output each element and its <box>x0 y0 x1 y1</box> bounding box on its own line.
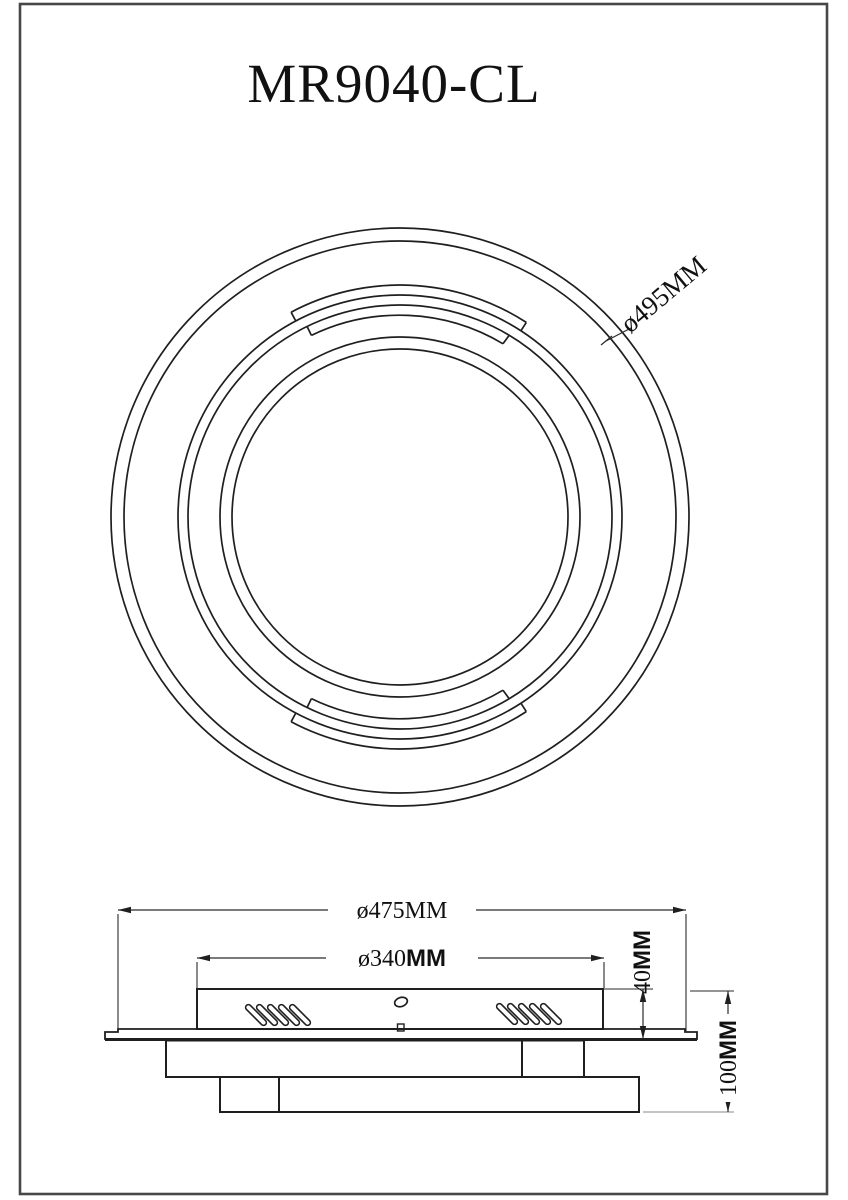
dim-340-arrow-left <box>197 955 210 961</box>
outer-rim-inner-circle <box>124 241 676 793</box>
dim-100-unit: MM <box>715 1020 742 1060</box>
canopy-lower-box <box>220 1077 639 1112</box>
band-step-bottom-right-inner <box>503 690 509 699</box>
inner-opening-circle <box>220 337 580 697</box>
page-title: MR9040-CL <box>247 53 541 114</box>
dim-100 <box>643 991 742 1112</box>
side-view <box>105 896 742 1112</box>
band-inner-circle <box>188 305 612 729</box>
band-step-top-left <box>291 312 296 321</box>
dim-475-value: ø475 <box>356 898 405 924</box>
band-top-outer-arc <box>291 285 526 322</box>
dim-100-arrow-top <box>725 991 731 1004</box>
diameter-495-unit: MM <box>655 250 713 304</box>
vent-slats-right <box>495 1002 562 1025</box>
band-step-bottom-left-inner <box>307 699 311 708</box>
dim-340-label <box>358 945 446 972</box>
dim-40-arrow-bottom <box>640 1026 646 1039</box>
band-step-top-left-inner <box>307 327 311 336</box>
dim-340-unit: MM <box>406 945 446 972</box>
dim-475-arrow-left <box>118 907 131 913</box>
band-bottom-short-arc <box>311 690 503 719</box>
inner-opening-inner-circle <box>232 349 568 685</box>
dim-340 <box>197 944 604 988</box>
dim-340-value: ø340 <box>358 946 407 972</box>
band-top-short-arc <box>311 315 503 344</box>
dim-340-arrow-right <box>591 955 604 961</box>
top-view <box>111 228 712 806</box>
drawing-frame <box>20 4 827 1194</box>
dim-475-label <box>357 898 448 924</box>
band-bottom-outer-arc <box>291 712 526 749</box>
dim-40-value: 40 <box>630 969 656 994</box>
dim-40-unit: MM <box>629 930 656 970</box>
dim-475-unit: MM <box>404 898 448 924</box>
band-step-top-right-inner <box>503 335 509 344</box>
dim-40 <box>603 930 656 1039</box>
dim-100-label <box>715 1020 742 1096</box>
dim-100-value: 100 <box>716 1059 742 1096</box>
dim-40-label <box>629 930 656 994</box>
band-step-top-right <box>521 322 526 330</box>
vent-slats-left <box>244 1003 311 1026</box>
dim-475-arrow-right <box>673 907 686 913</box>
top-view-diameter-label <box>615 250 712 339</box>
center-hole <box>393 996 408 1009</box>
diameter-495-value: ø495 <box>614 280 676 339</box>
band-middle-circle <box>178 295 622 739</box>
band-step-bottom-right <box>521 703 526 711</box>
band-step-bottom-left <box>291 713 296 722</box>
